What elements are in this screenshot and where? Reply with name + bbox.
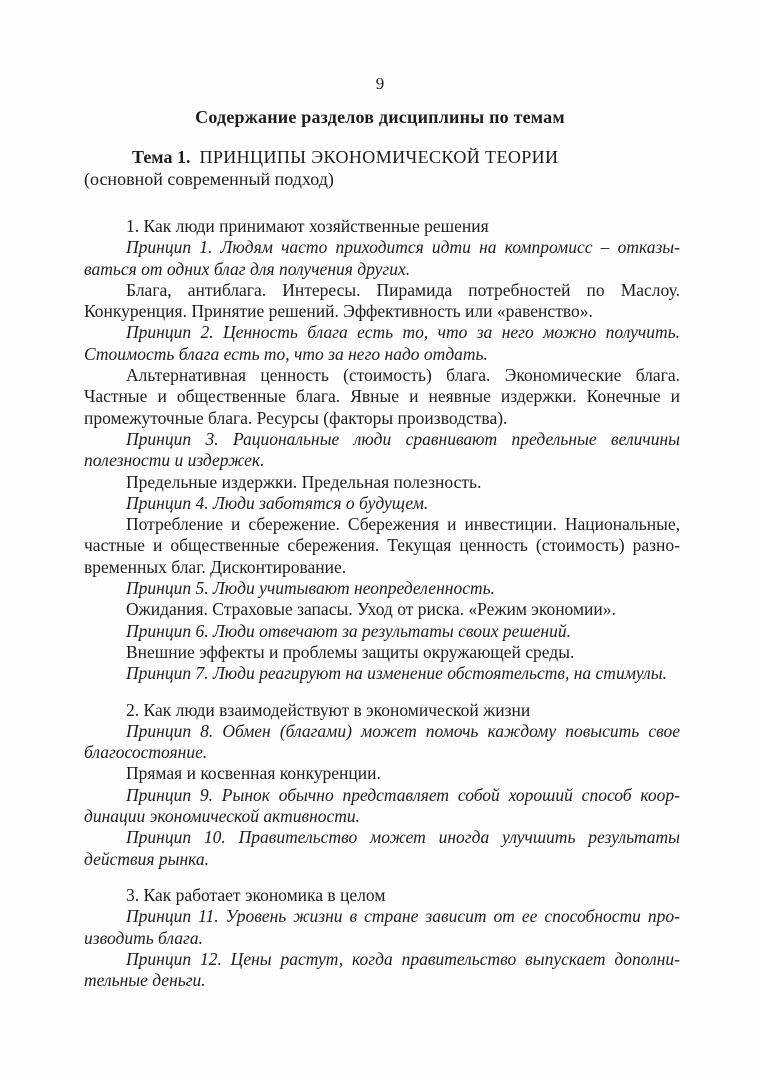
- paragraph: Принцип 12. Цены растут, когда правительство выпускает дополнительные деньги.: [84, 948, 680, 991]
- paragraph: Принцип 7. Люди реагируют на изменение обстоятельств, на стимулы.: [126, 663, 668, 684]
- paragraph: 1. Как люди принимают хозяйственные решения: [126, 216, 489, 236]
- paragraph: Принцип 9. Рынок обычно представляет собой хороший способ координации экономической активности.: [84, 784, 680, 827]
- paragraph: Ожидания. Страховые запасы. Уход от риска. «Режим экономии».: [126, 599, 616, 620]
- paragraph: Принцип 4. Люди заботятся о будущем.: [126, 492, 429, 513]
- paragraph: Альтернативная ценность (стоимость) блага. Экономические блага. Частные и общественные блага. Явные и неявные издержки. Конечные и промежуточные блага. Ресурсы (факторы производства).: [84, 365, 680, 428]
- paragraph: Принцип 5. Люди учитывают неопределенность.: [126, 578, 495, 599]
- theme-heading-block: [84, 147, 680, 190]
- paragraph: 3. Как работает экономика в целом: [126, 884, 386, 905]
- paragraph: Принцип 6. Люди отвечают за результаты своих решений.: [126, 620, 571, 641]
- content-column: [84, 147, 680, 991]
- theme-label: Тема 1.: [132, 147, 191, 167]
- paragraph: Внешние эффекты и проблемы защиты окружающей среды.: [126, 641, 575, 662]
- paragraph: 2. Как люди взаимодействуют в экономической жизни: [126, 699, 531, 720]
- theme-subtitle: (основной современный подход): [84, 168, 334, 189]
- paragraph: Принцип 8. Обмен (благами) может помочь каждому повысить свое благосостояние.: [84, 720, 680, 763]
- body-text: [84, 216, 680, 991]
- document-heading: Содержание разделов дисциплины по темам: [195, 107, 565, 127]
- paragraph: Потребление и сбережение. Сбережения и инвестиции. Национальные, частные и общественные сбережения. Текущая ценность (стоимость) разновременных благ. Дисконтирование.: [84, 514, 680, 577]
- paragraph: Принцип 3. Рациональные люди сравнивают предельные величины полезности и издержек.: [84, 428, 680, 471]
- theme-title: ПРИНЦИПЫ ЭКОНОМИЧЕСКОЙ ТЕОРИИ: [199, 147, 559, 167]
- page-number: 9: [375, 74, 385, 93]
- theme-title-line: [84, 147, 680, 169]
- paragraph: Принцип 11. Уровень жизни в стране зависит от ее способности производить блага.: [84, 906, 680, 948]
- paragraph: Принцип 1. Людям часто приходится идти на компромисс – отказываться от одних благ для получения других.: [84, 237, 680, 279]
- paragraph: Принцип 2. Ценность блага есть то, что за него можно получить. Стоимость блага есть то, что за него надо отдать.: [84, 322, 680, 364]
- paragraph: Предельные издержки. Предельная полезность.: [126, 471, 482, 492]
- paragraph: Принцип 10. Правительство может иногда улучшить результаты действия рынка.: [84, 827, 680, 869]
- paragraph: Блага, антиблага. Интересы. Пирамида потребностей по Маслоу. Конкуренция. Принятие решений. Эффективность или «равенство».: [84, 279, 680, 322]
- paragraph: Прямая и косвенная конкуренции.: [126, 763, 381, 784]
